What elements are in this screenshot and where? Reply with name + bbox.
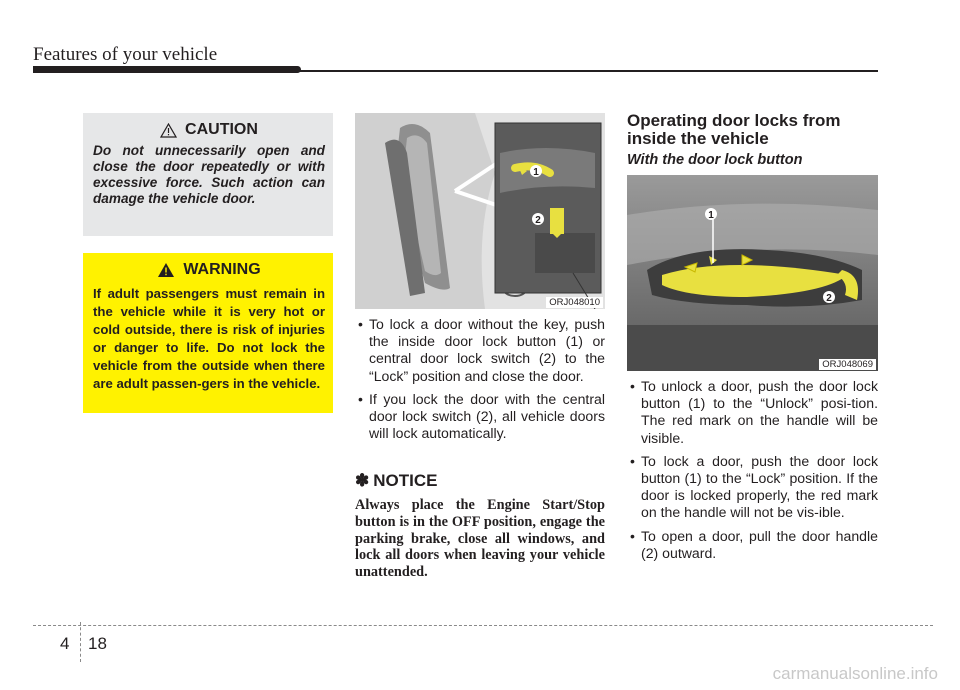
caution-box [83,113,333,236]
list-item: • To lock a door without the key, push the inside door lock button (1) or central door lock switch (2) to the “Lock” position and close the door. [355,316,605,385]
header-rule-thin [300,70,878,72]
list-item: • To unlock a door, push the door lock button (1) to the “Unlock” posi-tion. The red mark on the handle will be visible. [627,378,878,447]
list-item: • To lock a door, push the door lock button (1) to the “Lock” position. If the door is locked properly, the red mark on the handle will not be vis-ible. [627,453,878,522]
page-chapter: 4 [60,634,70,653]
figure-code: ORJ048069 [819,359,876,370]
warning-triangle-icon [160,123,177,138]
list-item: • To open a door, pull the door handle (2) outward. [627,528,878,562]
header-title: Features of your vehicle [33,44,218,65]
warning-box [83,253,333,413]
notice-body: Always place the Engine Start/Stop button is in the OFF position, engage the parking brake, close all windows, and lock all doors when leaving your vehicle unattended. [355,497,605,581]
page-number: 18 [88,634,107,653]
warning-header [93,261,325,279]
notice-title: NOTICE [373,471,438,490]
warning-body: If adult passengers must remain in the vehicle while it is very hot or cold outside, there is risk of injuries or danger to life. Do not lock the vehicle from the outside when there are adult passen-gers in the vehicle. [93,286,325,391]
warning-title: WARNING [183,261,261,278]
callout-2: 2 [535,215,541,226]
callout-1: 1 [533,167,539,178]
door-open-illustration [355,113,605,309]
header-rule-thick [33,66,301,73]
figure-code: ORJ048010 [546,297,603,308]
caution-header [93,121,325,139]
section-title: Operating door locks from inside the vehicle [627,111,841,148]
watermark: carmanualsonline.info [772,664,938,683]
caution-body: Do not unnecessarily open and close the door repeatedly or with excessive force. Such action can damage the vehicle door. [93,143,325,206]
door-open-drawing [355,113,605,309]
footer-divider [33,625,933,626]
door-handle-illustration [627,175,878,371]
section-subtitle: With the door lock button [627,152,803,168]
notice-header [355,471,437,491]
inside-lock-instructions [627,378,878,568]
warning-triangle-icon [157,262,175,278]
door-lock-instructions [355,316,605,448]
caution-title: CAUTION [185,121,258,138]
door-handle-drawing [627,175,878,371]
callout-1: 1 [708,210,714,221]
footer-separator [80,622,81,662]
callout-2: 2 [826,293,832,304]
notice-symbol-icon: ✽ [355,471,370,490]
list-item: • If you lock the door with the central door lock switch (2), all vehicle doors will lock automatically. [355,391,605,443]
